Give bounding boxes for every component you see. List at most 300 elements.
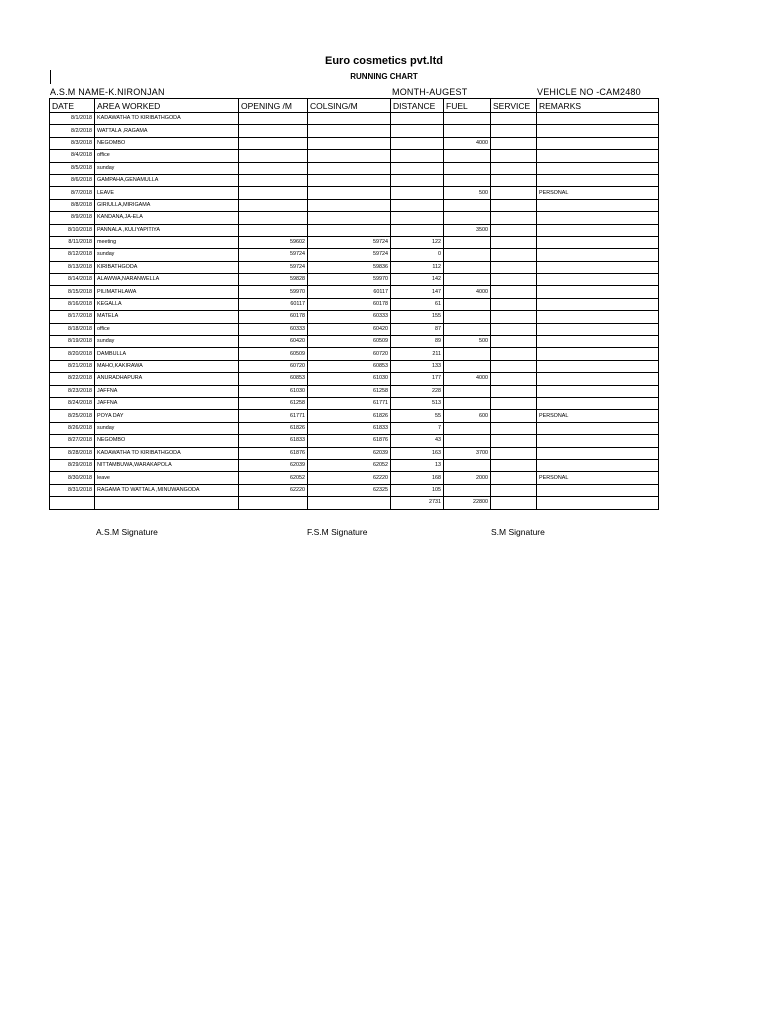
table-row — [50, 274, 659, 286]
area-cell: ANURADHAPURA — [95, 373, 239, 385]
closing-cell — [308, 113, 391, 125]
area-cell: meeting — [95, 236, 239, 248]
table-row — [50, 286, 659, 298]
service-cell — [491, 410, 537, 422]
date-cell: 8/7/2018 — [50, 187, 95, 199]
table-row — [50, 174, 659, 186]
fuel-cell — [444, 298, 491, 310]
fuel-cell: 4000 — [444, 373, 491, 385]
distance-cell: 513 — [391, 397, 444, 409]
closing-cell: 60853 — [308, 360, 391, 372]
column-header: FUEL — [444, 99, 491, 113]
service-cell — [491, 373, 537, 385]
remarks-cell — [537, 422, 659, 434]
fuel-cell — [444, 249, 491, 261]
total-area-cell — [95, 497, 239, 509]
remarks-cell — [537, 236, 659, 248]
fuel-cell — [444, 422, 491, 434]
opening-cell — [239, 212, 308, 224]
total-service-cell — [491, 497, 537, 509]
area-cell: JAFFNA — [95, 397, 239, 409]
area-cell: KADAWATHA TO KIRIBATHGODA — [95, 447, 239, 459]
date-cell: 8/1/2018 — [50, 113, 95, 125]
opening-cell: 62039 — [239, 459, 308, 471]
column-header: AREA WORKED — [95, 99, 239, 113]
fuel-cell — [444, 459, 491, 471]
date-cell: 8/3/2018 — [50, 137, 95, 149]
service-cell — [491, 447, 537, 459]
fuel-cell — [444, 212, 491, 224]
remarks-cell: PERSONAL — [537, 187, 659, 199]
area-cell: sunday — [95, 249, 239, 261]
fuel-cell — [444, 261, 491, 273]
fuel-cell: 4000 — [444, 137, 491, 149]
area-cell: JAFFNA — [95, 385, 239, 397]
fuel-cell — [444, 385, 491, 397]
header-row — [50, 99, 659, 113]
date-cell: 8/2/2018 — [50, 125, 95, 137]
distance-cell — [391, 113, 444, 125]
date-cell: 8/13/2018 — [50, 261, 95, 273]
closing-cell: 62052 — [308, 459, 391, 471]
date-cell: 8/17/2018 — [50, 311, 95, 323]
distance-cell: 177 — [391, 373, 444, 385]
area-cell: GIRIULLA,MIRIGAMA — [95, 199, 239, 211]
area-cell: DAMBULLA — [95, 348, 239, 360]
fuel-cell — [444, 397, 491, 409]
distance-cell: 211 — [391, 348, 444, 360]
fuel-cell — [444, 199, 491, 211]
remarks-cell: PERSONAL — [537, 472, 659, 484]
remarks-cell — [537, 435, 659, 447]
table-row — [50, 422, 659, 434]
opening-cell: 60853 — [239, 373, 308, 385]
distance-cell: 55 — [391, 410, 444, 422]
distance-cell: 133 — [391, 360, 444, 372]
table-row — [50, 249, 659, 261]
asm-signature-label: A.S.M Signature — [96, 527, 158, 537]
vehicle-number: VEHICLE NO -CAM2480 — [537, 87, 641, 97]
fuel-cell — [444, 360, 491, 372]
remarks-cell — [537, 447, 659, 459]
table-row — [50, 199, 659, 211]
opening-cell: 61826 — [239, 422, 308, 434]
date-cell: 8/27/2018 — [50, 435, 95, 447]
service-cell — [491, 336, 537, 348]
closing-cell: 61771 — [308, 397, 391, 409]
area-cell: MATELA — [95, 311, 239, 323]
closing-cell — [308, 137, 391, 149]
company-title: Euro cosmetics pvt.ltd — [325, 55, 443, 67]
closing-cell: 61876 — [308, 435, 391, 447]
closing-cell — [308, 150, 391, 162]
opening-cell: 61876 — [239, 447, 308, 459]
opening-cell — [239, 125, 308, 137]
service-cell — [491, 261, 537, 273]
opening-cell: 61833 — [239, 435, 308, 447]
closing-cell — [308, 187, 391, 199]
table-row — [50, 236, 659, 248]
closing-cell: 61030 — [308, 373, 391, 385]
fuel-cell: 500 — [444, 187, 491, 199]
area-cell: KANDANA,JA-ELA — [95, 212, 239, 224]
area-cell: leave — [95, 472, 239, 484]
remarks-cell — [537, 286, 659, 298]
service-cell — [491, 236, 537, 248]
date-cell: 8/15/2018 — [50, 286, 95, 298]
chart-title: RUNNING CHART — [350, 72, 418, 81]
remarks-cell — [537, 137, 659, 149]
opening-cell: 60333 — [239, 323, 308, 335]
opening-cell: 60720 — [239, 360, 308, 372]
remarks-cell — [537, 224, 659, 236]
table-row — [50, 113, 659, 125]
distance-cell: 168 — [391, 472, 444, 484]
opening-cell: 62052 — [239, 472, 308, 484]
date-cell: 8/11/2018 — [50, 236, 95, 248]
fsm-signature-label: F.S.M Signature — [307, 527, 368, 537]
area-cell: ALAWWA,NARANWELLA — [95, 274, 239, 286]
area-cell: NITTAMBUWA,WARAKAPOLA — [95, 459, 239, 471]
closing-cell: 60333 — [308, 311, 391, 323]
opening-cell: 62220 — [239, 484, 308, 496]
opening-cell: 59724 — [239, 249, 308, 261]
distance-cell: 228 — [391, 385, 444, 397]
date-cell: 8/24/2018 — [50, 397, 95, 409]
fuel-cell: 2000 — [444, 472, 491, 484]
opening-cell — [239, 174, 308, 186]
asm-name: A.S.M NAME-K.NIRONJAN — [50, 87, 165, 97]
date-cell: 8/19/2018 — [50, 336, 95, 348]
service-cell — [491, 360, 537, 372]
area-cell: KADAWATHA TO KIRIBATHGODA — [95, 113, 239, 125]
date-cell: 8/4/2018 — [50, 150, 95, 162]
area-cell: sunday — [95, 162, 239, 174]
month-label: MONTH-AUGEST — [392, 87, 468, 97]
remarks-cell — [537, 360, 659, 372]
fuel-cell: 4000 — [444, 286, 491, 298]
fuel-cell: 600 — [444, 410, 491, 422]
remarks-cell — [537, 150, 659, 162]
date-cell: 8/9/2018 — [50, 212, 95, 224]
date-cell: 8/5/2018 — [50, 162, 95, 174]
closing-cell: 62039 — [308, 447, 391, 459]
date-cell: 8/18/2018 — [50, 323, 95, 335]
fuel-cell — [444, 174, 491, 186]
date-cell: 8/30/2018 — [50, 472, 95, 484]
table-row — [50, 323, 659, 335]
remarks-cell — [537, 212, 659, 224]
sm-signature-label: S.M Signature — [491, 527, 545, 537]
distance-cell — [391, 199, 444, 211]
distance-cell: 89 — [391, 336, 444, 348]
table-body — [50, 113, 659, 510]
column-header: REMARKS — [537, 99, 659, 113]
date-cell: 8/6/2018 — [50, 174, 95, 186]
opening-cell — [239, 199, 308, 211]
running-chart-table — [49, 98, 659, 510]
table-row — [50, 336, 659, 348]
table-row — [50, 150, 659, 162]
table-row — [50, 373, 659, 385]
service-cell — [491, 422, 537, 434]
table-row — [50, 397, 659, 409]
closing-cell: 62220 — [308, 472, 391, 484]
opening-cell: 60117 — [239, 298, 308, 310]
distance-cell: 43 — [391, 435, 444, 447]
area-cell: MAHO,KAKIRAWA — [95, 360, 239, 372]
opening-cell: 61771 — [239, 410, 308, 422]
closing-cell — [308, 212, 391, 224]
remarks-cell — [537, 298, 659, 310]
area-cell: sunday — [95, 422, 239, 434]
closing-cell: 60509 — [308, 336, 391, 348]
area-cell: LEAVE — [95, 187, 239, 199]
date-cell: 8/12/2018 — [50, 249, 95, 261]
service-cell — [491, 323, 537, 335]
opening-cell — [239, 162, 308, 174]
date-cell: 8/8/2018 — [50, 199, 95, 211]
opening-cell: 59724 — [239, 261, 308, 273]
remarks-cell — [537, 311, 659, 323]
table-row — [50, 360, 659, 372]
area-cell: GAMPAHA,GENAMULLA — [95, 174, 239, 186]
distance-cell: 0 — [391, 249, 444, 261]
table-row — [50, 261, 659, 273]
remarks-cell — [537, 162, 659, 174]
remarks-cell — [537, 348, 659, 360]
fuel-cell — [444, 125, 491, 137]
closing-cell: 61258 — [308, 385, 391, 397]
distance-cell — [391, 212, 444, 224]
fuel-cell — [444, 484, 491, 496]
opening-cell: 60420 — [239, 336, 308, 348]
service-cell — [491, 137, 537, 149]
opening-cell: 61030 — [239, 385, 308, 397]
date-cell: 8/26/2018 — [50, 422, 95, 434]
fuel-cell — [444, 162, 491, 174]
date-cell: 8/31/2018 — [50, 484, 95, 496]
distance-cell: 122 — [391, 236, 444, 248]
area-cell: sunday — [95, 336, 239, 348]
area-cell: NEGOMBO — [95, 137, 239, 149]
table-row — [50, 311, 659, 323]
area-cell: PILIMATHLAWA — [95, 286, 239, 298]
closing-cell: 60420 — [308, 323, 391, 335]
area-cell: RAGAMA TO WATTALA ,MINUWANGODA — [95, 484, 239, 496]
remarks-cell — [537, 484, 659, 496]
column-header: DATE — [50, 99, 95, 113]
opening-cell — [239, 150, 308, 162]
opening-cell: 60509 — [239, 348, 308, 360]
opening-cell — [239, 137, 308, 149]
date-cell: 8/22/2018 — [50, 373, 95, 385]
fuel-cell: 3700 — [444, 447, 491, 459]
service-cell — [491, 385, 537, 397]
area-cell: NEGOMBO — [95, 435, 239, 447]
date-cell: 8/28/2018 — [50, 447, 95, 459]
service-cell — [491, 249, 537, 261]
remarks-cell — [537, 199, 659, 211]
service-cell — [491, 150, 537, 162]
column-header: OPENING /M — [239, 99, 308, 113]
closing-cell: 59970 — [308, 274, 391, 286]
total-opening-cell — [239, 497, 308, 509]
service-cell — [491, 435, 537, 447]
area-cell: WATTALA ,RAGAMA — [95, 125, 239, 137]
service-cell — [491, 397, 537, 409]
service-cell — [491, 187, 537, 199]
service-cell — [491, 286, 537, 298]
fuel-cell — [444, 274, 491, 286]
date-cell: 8/10/2018 — [50, 224, 95, 236]
date-cell: 8/29/2018 — [50, 459, 95, 471]
remarks-cell — [537, 249, 659, 261]
distance-cell — [391, 150, 444, 162]
remarks-cell — [537, 373, 659, 385]
table-row — [50, 125, 659, 137]
distance-cell: 155 — [391, 311, 444, 323]
remarks-cell — [537, 323, 659, 335]
total-remarks-cell — [537, 497, 659, 509]
distance-cell — [391, 187, 444, 199]
distance-cell — [391, 125, 444, 137]
service-cell — [491, 224, 537, 236]
table-row — [50, 459, 659, 471]
closing-cell: 60178 — [308, 298, 391, 310]
service-cell — [491, 113, 537, 125]
closing-cell: 61833 — [308, 422, 391, 434]
remarks-cell — [537, 336, 659, 348]
opening-cell: 61258 — [239, 397, 308, 409]
closing-cell — [308, 224, 391, 236]
fuel-cell — [444, 435, 491, 447]
distance-cell — [391, 224, 444, 236]
opening-cell — [239, 187, 308, 199]
service-cell — [491, 311, 537, 323]
distance-cell: 112 — [391, 261, 444, 273]
table-row — [50, 224, 659, 236]
total-closing-cell — [308, 497, 391, 509]
distance-cell: 147 — [391, 286, 444, 298]
column-header: DISTANCE — [391, 99, 444, 113]
service-cell — [491, 348, 537, 360]
fuel-cell — [444, 348, 491, 360]
remarks-cell — [537, 459, 659, 471]
distance-cell: 87 — [391, 323, 444, 335]
opening-cell: 59602 — [239, 236, 308, 248]
remarks-cell — [537, 274, 659, 286]
table-row — [50, 410, 659, 422]
closing-cell: 59724 — [308, 249, 391, 261]
table-row — [50, 348, 659, 360]
fuel-cell — [444, 113, 491, 125]
opening-cell — [239, 113, 308, 125]
table-row — [50, 298, 659, 310]
remarks-cell — [537, 385, 659, 397]
closing-cell: 60117 — [308, 286, 391, 298]
closing-cell — [308, 199, 391, 211]
table-row — [50, 162, 659, 174]
service-cell — [491, 125, 537, 137]
service-cell — [491, 484, 537, 496]
total-date-cell — [50, 497, 95, 509]
totals-row — [50, 497, 659, 509]
fuel-cell — [444, 150, 491, 162]
service-cell — [491, 212, 537, 224]
closing-cell — [308, 162, 391, 174]
fuel-cell — [444, 323, 491, 335]
table-row — [50, 435, 659, 447]
remarks-cell — [537, 397, 659, 409]
opening-cell: 59970 — [239, 286, 308, 298]
closing-cell: 61826 — [308, 410, 391, 422]
remarks-cell — [537, 113, 659, 125]
area-cell: POYA DAY — [95, 410, 239, 422]
total-fuel-cell: 22800 — [444, 497, 491, 509]
fuel-cell — [444, 311, 491, 323]
distance-cell: 105 — [391, 484, 444, 496]
table-row — [50, 137, 659, 149]
service-cell — [491, 298, 537, 310]
date-cell: 8/14/2018 — [50, 274, 95, 286]
closing-cell — [308, 174, 391, 186]
area-cell: office — [95, 150, 239, 162]
table-row — [50, 212, 659, 224]
closing-cell — [308, 125, 391, 137]
service-cell — [491, 162, 537, 174]
fuel-cell: 3500 — [444, 224, 491, 236]
column-header: COLSING/M — [308, 99, 391, 113]
opening-cell: 59828 — [239, 274, 308, 286]
date-cell: 8/20/2018 — [50, 348, 95, 360]
distance-cell: 142 — [391, 274, 444, 286]
table-row — [50, 385, 659, 397]
closing-cell: 60720 — [308, 348, 391, 360]
distance-cell: 61 — [391, 298, 444, 310]
service-cell — [491, 199, 537, 211]
opening-cell: 60178 — [239, 311, 308, 323]
distance-cell: 7 — [391, 422, 444, 434]
table-row — [50, 187, 659, 199]
remarks-cell — [537, 125, 659, 137]
closing-cell: 59836 — [308, 261, 391, 273]
table-row — [50, 472, 659, 484]
closing-cell: 59724 — [308, 236, 391, 248]
date-cell: 8/21/2018 — [50, 360, 95, 372]
service-cell — [491, 174, 537, 186]
fuel-cell: 500 — [444, 336, 491, 348]
table-row — [50, 447, 659, 459]
service-cell — [491, 274, 537, 286]
area-cell: KEGALLA — [95, 298, 239, 310]
service-cell — [491, 459, 537, 471]
fuel-cell — [444, 236, 491, 248]
distance-cell — [391, 174, 444, 186]
date-cell: 8/25/2018 — [50, 410, 95, 422]
date-cell: 8/16/2018 — [50, 298, 95, 310]
date-cell: 8/23/2018 — [50, 385, 95, 397]
area-cell: KIRIBATHGODA — [95, 261, 239, 273]
remarks-cell — [537, 261, 659, 273]
area-cell: PANNALA ,KULIYAPITIYA — [95, 224, 239, 236]
distance-cell: 163 — [391, 447, 444, 459]
closing-cell: 62325 — [308, 484, 391, 496]
remarks-cell — [537, 174, 659, 186]
total-distance-cell: 2731 — [391, 497, 444, 509]
remarks-cell: PERSONAL — [537, 410, 659, 422]
distance-cell — [391, 137, 444, 149]
